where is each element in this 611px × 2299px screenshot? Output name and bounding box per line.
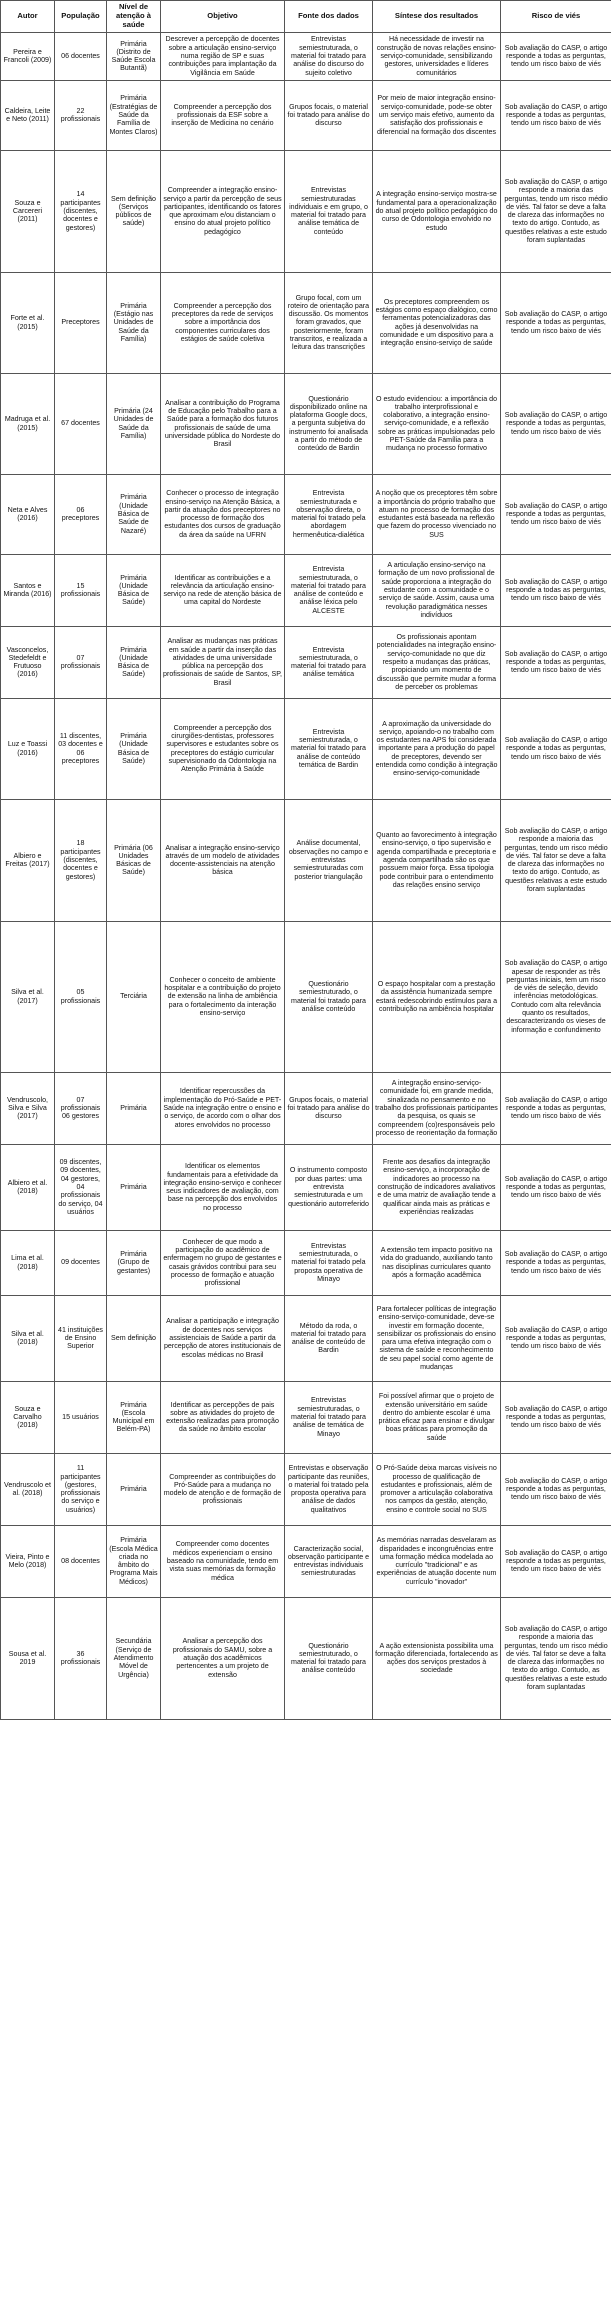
cell-risco: Sob avaliação do CASP, o artigo responde a todas as perguntas, tendo um risco baixo de viés (501, 32, 611, 80)
cell-nivel: Primária (Estratégias de Saúde da Família de Montes Claros) (107, 80, 161, 150)
cell-risco: Sob avaliação do CASP, o artigo responde a todas as perguntas, tendo um risco baixo de viés (501, 554, 611, 626)
table-row (1, 1072, 611, 1144)
header-fonte: Fonte dos dados (285, 1, 373, 33)
cell-nivel: Primária (Distrito de Saúde Escola Butantã) (107, 32, 161, 80)
table-row (1, 150, 611, 272)
table-row (1, 373, 611, 474)
cell-objetivo: Compreender como docentes médicos experienciam o ensino baseado na comunidade, tendo em vista suas memórias da formação médica (161, 1525, 285, 1597)
cell-fonte: Caracterização social, observação participante e entrevistas individuais semiestruturadas (285, 1525, 373, 1597)
cell-objetivo: Analisar as mudanças nas práticas em saúde a partir da inserção das atividades de uma universidade pública na percepção dos profissionais de saúde de Santos, SP, Brasil (161, 626, 285, 698)
table-row (1, 1144, 611, 1230)
table-row (1, 1597, 611, 1719)
cell-autor: Vieira, Pinto e Melo (2018) (1, 1525, 55, 1597)
cell-sintese: O espaço hospitalar com a prestação da assistência humanizada sempre estará redescobrindo estímulos para a contribuição na ambiência hospitalar (373, 921, 501, 1072)
cell-fonte: Entrevista semiestruturada e observação direta, o material foi tratado pela abordagem hermenêutica-dialética (285, 474, 373, 554)
cell-fonte: Grupo focal, com um roteiro de orientação para discussão. Os momentos foram gravados, que posteriormente, foram transcritos, e realizada a leitura das transcrições (285, 272, 373, 373)
header-risco: Risco de viés (501, 1, 611, 33)
header-populacao: População (55, 1, 107, 33)
cell-sintese: A articulação ensino-serviço na formação de um novo profissional de saúde proporciona a integração do estudante com a comunidade e o serviço de saúde. Assim, causa uma revolução paradigmática nesses indivíduos (373, 554, 501, 626)
table-row (1, 698, 611, 799)
cell-autor: Silva et al. (2018) (1, 1295, 55, 1381)
cell-risco: Sob avaliação do CASP, o artigo responde a todas as perguntas, tendo um risco baixo de viés (501, 373, 611, 474)
cell-objetivo: Identificar repercussões da implementação do Pró-Saúde e PET-Saúde na integração entre o ensino e o serviço, de acordo com o olhar dos atores envolvidos no processo (161, 1072, 285, 1144)
header-row (1, 1, 611, 33)
cell-populacao: 08 docentes (55, 1525, 107, 1597)
cell-sintese: Há necessidade de investir na construção de novas relações ensino-serviço-comunidade, sensibilizando gestores, universidades e líderes comunitários (373, 32, 501, 80)
table-row (1, 921, 611, 1072)
cell-autor: Souza e Carcereri (2011) (1, 150, 55, 272)
cell-populacao: 14 participantes (discentes, docentes e gestores) (55, 150, 107, 272)
cell-objetivo: Compreender a percepção dos profissionais da ESF sobre a inserção de Medicina no cenário (161, 80, 285, 150)
cell-nivel: Secundária (Serviço de Atendimento Móvel de Urgência) (107, 1597, 161, 1719)
cell-sintese: A ação extensionista possibilita uma formação diferenciada, fortalecendo as ações dos serviços prestados à sociedade (373, 1597, 501, 1719)
table-row (1, 80, 611, 150)
cell-objetivo: Compreender a percepção dos preceptores da rede de serviços sobre a importância dos componentes curriculares dos estágios de saúde coletiva (161, 272, 285, 373)
cell-nivel: Primária (Unidade Básica de Saúde) (107, 626, 161, 698)
cell-sintese: Por meio de maior integração ensino-serviço-comunidade, pode-se obter um serviço mais efetivo, aumento da satisfação dos profissionais e diferencial na formação dos discentes (373, 80, 501, 150)
cell-risco: Sob avaliação do CASP, o artigo responde a todas as perguntas, tendo um risco baixo de viés (501, 474, 611, 554)
cell-objetivo: Analisar a integração ensino-serviço através de um modelo de atividades docente-assistenciais na atenção básica (161, 799, 285, 921)
cell-objetivo: Compreender as contribuições do Pró-Saúde para a mudança no modelo de atenção e de formação de profissionais (161, 1453, 285, 1525)
cell-sintese: Os preceptores compreendem os estágios como espaço dialógico, como ferramentas potencializadoras das ações já desenvolvidas na comunidade e um dispositivo para a integração ensino-serviço de saúde (373, 272, 501, 373)
cell-nivel: Primária (Grupo de gestantes) (107, 1230, 161, 1295)
cell-populacao: Preceptores (55, 272, 107, 373)
cell-objetivo: Conhecer o conceito de ambiente hospitalar e a contribuição do projeto de extensão na linha de ambiência para o fortalecimento da interação ensino-serviço (161, 921, 285, 1072)
table-row (1, 1230, 611, 1295)
cell-nivel: Primária (24 Unidades de Saúde da Família) (107, 373, 161, 474)
cell-sintese: O estudo evidenciou: a importância do trabalho interprofissional e colaborativo, a integração ensino-serviço-comunidade, e a reflexão sobre as práticas impulsionadas pelo PET-Saúde da Família para a mudança no processo formativo (373, 373, 501, 474)
cell-sintese: A extensão tem impacto positivo na vida do graduando, auxiliando tanto nas disciplinas curriculares quanto após a formação acadêmica (373, 1230, 501, 1295)
cell-nivel: Primária (Escola Médica criada no âmbito do Programa Mais Médicos) (107, 1525, 161, 1597)
cell-autor: Neta e Alves (2016) (1, 474, 55, 554)
cell-nivel: Primária (107, 1072, 161, 1144)
cell-populacao: 11 discentes, 03 docentes e 06 preceptores (55, 698, 107, 799)
table-row (1, 554, 611, 626)
cell-fonte: Entrevista semiestruturada, o material foi tratado para análise de conteúdo temática de Bardin (285, 698, 373, 799)
header-objetivo: Objetivo (161, 1, 285, 33)
cell-nivel: Primária (Estágio nas Unidades de Saúde da Família) (107, 272, 161, 373)
cell-fonte: Questionário disponibilizado online na plataforma Google docs, a pergunta subjetiva do instrumento foi analisada a partir do método de conteúdo de Bardin (285, 373, 373, 474)
cell-nivel: Primária (Escola Municipal em Belém-PA) (107, 1381, 161, 1453)
cell-risco: Sob avaliação do CASP, o artigo responde a todas as perguntas, tendo um risco baixo de viés (501, 1525, 611, 1597)
cell-fonte: Grupos focais, o material foi tratado para análise do discurso (285, 1072, 373, 1144)
cell-fonte: Entrevistas semiestruturada, o material foi tratado pela proposta operativa de Minayo (285, 1230, 373, 1295)
cell-sintese: A aproximação da universidade do serviço, apoiando-o no trabalho com os estudantes na APS foi considerada importante para a produção do papel de preceptores, devendo ser entendida como condição à integração ensino-serviço-comunidade (373, 698, 501, 799)
cell-risco: Sob avaliação do CASP, o artigo responde a maioria das perguntas, tendo um risco médio de viés. Tal fator se deve a falta de clareza das informações no texto do artigo. Contudo, as questões relativas a este estudo foram suplantadas (501, 150, 611, 272)
cell-fonte: Entrevistas semiestruturadas individuais e em grupo, o material foi tratado para análise temática de conteúdo (285, 150, 373, 272)
cell-objetivo: Conhecer de que modo a participação do acadêmico de enfermagem no grupo de gestantes e casais grávidos contribui para seu processo de formação e atuação profissional (161, 1230, 285, 1295)
cell-sintese: As memórias narradas desvelaram as disparidades e incongruências entre uma formação médica modelada ao currículo "tradicional" e as experiências de atuação docente num currículo "inovador" (373, 1525, 501, 1597)
table-row (1, 1381, 611, 1453)
cell-populacao: 06 docentes (55, 32, 107, 80)
cell-objetivo: Analisar a participação e integração de docentes nos serviços assistenciais de Saúde a partir da percepção de atores institucionais de escolas médicas no Brasil (161, 1295, 285, 1381)
cell-autor: Madruga et al. (2015) (1, 373, 55, 474)
cell-nivel: Primária (107, 1453, 161, 1525)
cell-nivel: Primária (Unidade Básica de Saúde de Nazaré) (107, 474, 161, 554)
cell-autor: Forte et al. (2015) (1, 272, 55, 373)
cell-fonte: Entrevistas semiestruturada, o material foi tratado para análise do discurso do sujeito coletivo (285, 32, 373, 80)
table-row (1, 1453, 611, 1525)
cell-risco: Sob avaliação do CASP, o artigo responde a todas as perguntas, tendo um risco baixo de viés (501, 1072, 611, 1144)
cell-risco: Sob avaliação do CASP, o artigo responde a todas as perguntas, tendo um risco baixo de viés (501, 626, 611, 698)
cell-sintese: A integração ensino-serviço-comunidade foi, em grande medida, sinalizada no pensamento e no trabalho dos profissionais participantes da pesquisa, os quais se compreendem (co)responsáveis pelo processo de reorientação da formação (373, 1072, 501, 1144)
cell-populacao: 15 usuários (55, 1381, 107, 1453)
cell-objetivo: Descrever a percepção de docentes sobre a articulação ensino-serviço numa região de SP e suas contribuições para implantação da Vigilância em Saúde (161, 32, 285, 80)
cell-objetivo: Compreender a percepção dos cirurgiões-dentistas, professores supervisores e estudantes sobre os preceptores do estágio curricular supervisionado da Odontologia na Atenção Primária à Saúde (161, 698, 285, 799)
cell-fonte: Entrevistas semiestruturadas, o material foi tratado para análise de temática de Minayo (285, 1381, 373, 1453)
cell-risco: Sob avaliação do CASP, o artigo responde a todas as perguntas, tendo um risco baixo de viés (501, 698, 611, 799)
cell-populacao: 07 profissionais 06 gestores (55, 1072, 107, 1144)
cell-populacao: 09 docentes (55, 1230, 107, 1295)
cell-fonte: Questionário semiestruturado, o material foi tratado para análise conteúdo (285, 921, 373, 1072)
cell-risco: Sob avaliação do CASP, o artigo responde a todas as perguntas, tendo um risco baixo de viés (501, 1295, 611, 1381)
cell-fonte: Entrevista semiestruturada, o material foi tratado para análise temática (285, 626, 373, 698)
table-row (1, 1295, 611, 1381)
header-sintese: Síntese dos resultados (373, 1, 501, 33)
cell-fonte: Questionário semiestruturado, o material foi tratado para análise conteúdo (285, 1597, 373, 1719)
cell-nivel: Primária (06 Unidades Básicas de Saúde) (107, 799, 161, 921)
cell-nivel: Sem definição (Serviços públicos de saúde) (107, 150, 161, 272)
cell-risco: Sob avaliação do CASP, o artigo responde a todas as perguntas, tendo um risco baixo de viés (501, 1453, 611, 1525)
cell-populacao: 41 instituições de Ensino Superior (55, 1295, 107, 1381)
cell-autor: Lima et al. (2018) (1, 1230, 55, 1295)
cell-risco: Sob avaliação do CASP, o artigo responde a todas as perguntas, tendo um risco baixo de viés (501, 272, 611, 373)
cell-populacao: 06 preceptores (55, 474, 107, 554)
cell-populacao: 36 profissionais (55, 1597, 107, 1719)
cell-nivel: Terciária (107, 921, 161, 1072)
table-row (1, 626, 611, 698)
cell-nivel: Primária (Unidade Básica de Saúde) (107, 554, 161, 626)
cell-populacao: 22 profissionais (55, 80, 107, 150)
cell-populacao: 67 docentes (55, 373, 107, 474)
cell-risco: Sob avaliação do CASP, o artigo responde a maioria das perguntas, tendo um risco médio de viés. Tal fator se deve a falta de clareza das informações no texto do artigo. Contudo, as questões relativas a este estudo foram suplantadas (501, 1597, 611, 1719)
cell-sintese: Frente aos desafios da integração ensino-serviço, a incorporação de indicadores ao processo na construção de indicadores avaliativos e de uma matriz de avaliação tende a qualificar ainda mais as práticas e experiências realizadas (373, 1144, 501, 1230)
cell-autor: Vendruscolo et al. (2018) (1, 1453, 55, 1525)
cell-autor: Souza e Carvalho (2018) (1, 1381, 55, 1453)
header-nivel: Nível de atenção à saúde (107, 1, 161, 33)
cell-fonte: Entrevista semiestruturada, o material foi tratado para análise de conteúdo e análise léxica pelo ALCESTE (285, 554, 373, 626)
cell-populacao: 05 profissionais (55, 921, 107, 1072)
cell-autor: Silva et al. (2017) (1, 921, 55, 1072)
cell-objetivo: Identificar as percepções de pais sobre as atividades do projeto de extensão realizadas para promoção da saúde no âmbito escolar (161, 1381, 285, 1453)
cell-fonte: Grupos focais, o material foi tratado para análise do discurso (285, 80, 373, 150)
cell-sintese: Para fortalecer políticas de integração ensino-serviço-comunidade, deve-se investir em formação docente, sensibilizar os profissionais do ensino para uma efetiva integração com o sistema de saúde e reconhecimento de seu papel social como agente de mudanças (373, 1295, 501, 1381)
cell-populacao: 07 profissionais (55, 626, 107, 698)
cell-risco: Sob avaliação do CASP, o artigo responde a maioria das perguntas, tendo um risco médio de viés. Tal fator se deve a falta de clareza das informações no texto do artigo. Contudo, as questões relativas a este estudo foram suplantadas (501, 799, 611, 921)
cell-autor: Sousa et al. 2019 (1, 1597, 55, 1719)
cell-risco: Sob avaliação do CASP, o artigo apesar de responder as três perguntas iniciais, tem um risco de viés de seleção, devido inferências metodológicas. Contudo com alta relevância quanto os resultados, descaracterizando os vieses de informação e confundimento (501, 921, 611, 1072)
cell-objetivo: Analisar a percepção dos profissionais do SAMU, sobre a atuação dos acadêmicos pertencentes a um projeto de extensão (161, 1597, 285, 1719)
cell-objetivo: Identificar as contribuições e a relevância da articulação ensino-serviço na rede de atenção básica de uma capital do Nordeste (161, 554, 285, 626)
cell-autor: Albiero e Freitas (2017) (1, 799, 55, 921)
cell-populacao: 09 discentes, 09 docentes, 04 gestores, 04 profissionais do serviço, 04 usuários (55, 1144, 107, 1230)
cell-fonte: O instrumento composto por duas partes: uma entrevista semiestruturada e um questionário autorreferido (285, 1144, 373, 1230)
cell-sintese: Os profissionais apontam potencialidades na integração ensino-serviço-comunidade no que diz respeito a mudanças das práticas, propiciando um momento de discussão que permite mudar a forma de perceber os problemas (373, 626, 501, 698)
cell-nivel: Sem definição (107, 1295, 161, 1381)
cell-sintese: O Pró-Saúde deixa marcas visíveis no processo de qualificação de estudantes e profissionais, além de promover a articulação colaborativa nos campos da gestão, atenção, ensino e controle social no SUS (373, 1453, 501, 1525)
cell-autor: Caldeira, Leite e Neto (2011) (1, 80, 55, 150)
cell-fonte: Método da roda, o material foi tratado para análise de conteúdo de Bardin (285, 1295, 373, 1381)
cell-risco: Sob avaliação do CASP, o artigo responde a todas as perguntas, tendo um risco baixo de viés (501, 1144, 611, 1230)
cell-objetivo: Compreender a integração ensino-serviço a partir da percepção de seus participantes, identificando os fatores que aproximam e/ou distanciam o ensino do atual projeto político pedagógico (161, 150, 285, 272)
cell-populacao: 18 participantes (discentes, docentes e gestores) (55, 799, 107, 921)
table-row (1, 474, 611, 554)
cell-autor: Santos e Miranda (2016) (1, 554, 55, 626)
header-autor: Autor (1, 1, 55, 33)
cell-objetivo: Conhecer o processo de integração ensino-serviço na Atenção Básica, a partir da atuação dos preceptores no processo de formação dos estudantes dos cursos de graduação da área da saúde na UFRN (161, 474, 285, 554)
cell-autor: Pereira e Francoli (2009) (1, 32, 55, 80)
cell-autor: Albiero et al. (2018) (1, 1144, 55, 1230)
cell-fonte: Entrevistas e observação participante das reuniões, o material foi tratado pela proposta operativa para análise de dados qualitativos (285, 1453, 373, 1525)
table-row (1, 1525, 611, 1597)
cell-autor: Luz e Toassi (2016) (1, 698, 55, 799)
table-row (1, 272, 611, 373)
cell-risco: Sob avaliação do CASP, o artigo responde a todas as perguntas, tendo um risco baixo de viés (501, 80, 611, 150)
cell-risco: Sob avaliação do CASP, o artigo responde a todas as perguntas, tendo um risco baixo de viés (501, 1381, 611, 1453)
cell-objetivo: Identificar os elementos fundamentais para a efetividade da integração ensino-serviço e conhecer seus indicadores de avaliação, com base na percepção dos envolvidos no processo (161, 1144, 285, 1230)
cell-sintese: A integração ensino-serviço mostra-se fundamental para a operacionalização do atual projeto político pedagógico do curso de Odontologia envolvido no estudo (373, 150, 501, 272)
cell-sintese: Quanto ao favorecimento à integração ensino-serviço, o tipo supervisão e agenda compartilhada e preceptoria e agenda compartilhada são os que possuem maior força. Essa tipologia pode contribuir para o entendimento das relações ensino serviço (373, 799, 501, 921)
cell-risco: Sob avaliação do CASP, o artigo responde a todas as perguntas, tendo um risco baixo de viés (501, 1230, 611, 1295)
cell-sintese: Foi possível afirmar que o projeto de extensão universitário em saúde dentro do ambiente escolar é uma prática eficaz para ensinar e divulgar boas práticas para promoção da saúde (373, 1381, 501, 1453)
cell-sintese: A noção que os preceptores têm sobre a importância do próprio trabalho que atuam no processo de formação dos estudantes está baseada na reflexão que fazem do processo vivenciado no SUS (373, 474, 501, 554)
table-row (1, 32, 611, 80)
cell-nivel: Primária (107, 1144, 161, 1230)
table-row (1, 799, 611, 921)
cell-autor: Vendruscolo, Silva e Silva (2017) (1, 1072, 55, 1144)
cell-populacao: 15 profissionais (55, 554, 107, 626)
cell-objetivo: Analisar a contribuição do Programa de Educação pelo Trabalho para a Saúde para a formação dos futuros profissionais de saúde de uma universidade pública do Nordeste do Brasil (161, 373, 285, 474)
cell-autor: Vasconcelos, Stedefeldt e Frutuoso (2016) (1, 626, 55, 698)
cell-nivel: Primária (Unidade Básica de Saúde) (107, 698, 161, 799)
cell-populacao: 11 participantes (gestores, profissionais do serviço e usuários) (55, 1453, 107, 1525)
cell-fonte: Análise documental, observações no campo e entrevistas semiestruturadas com posterior triangulação (285, 799, 373, 921)
